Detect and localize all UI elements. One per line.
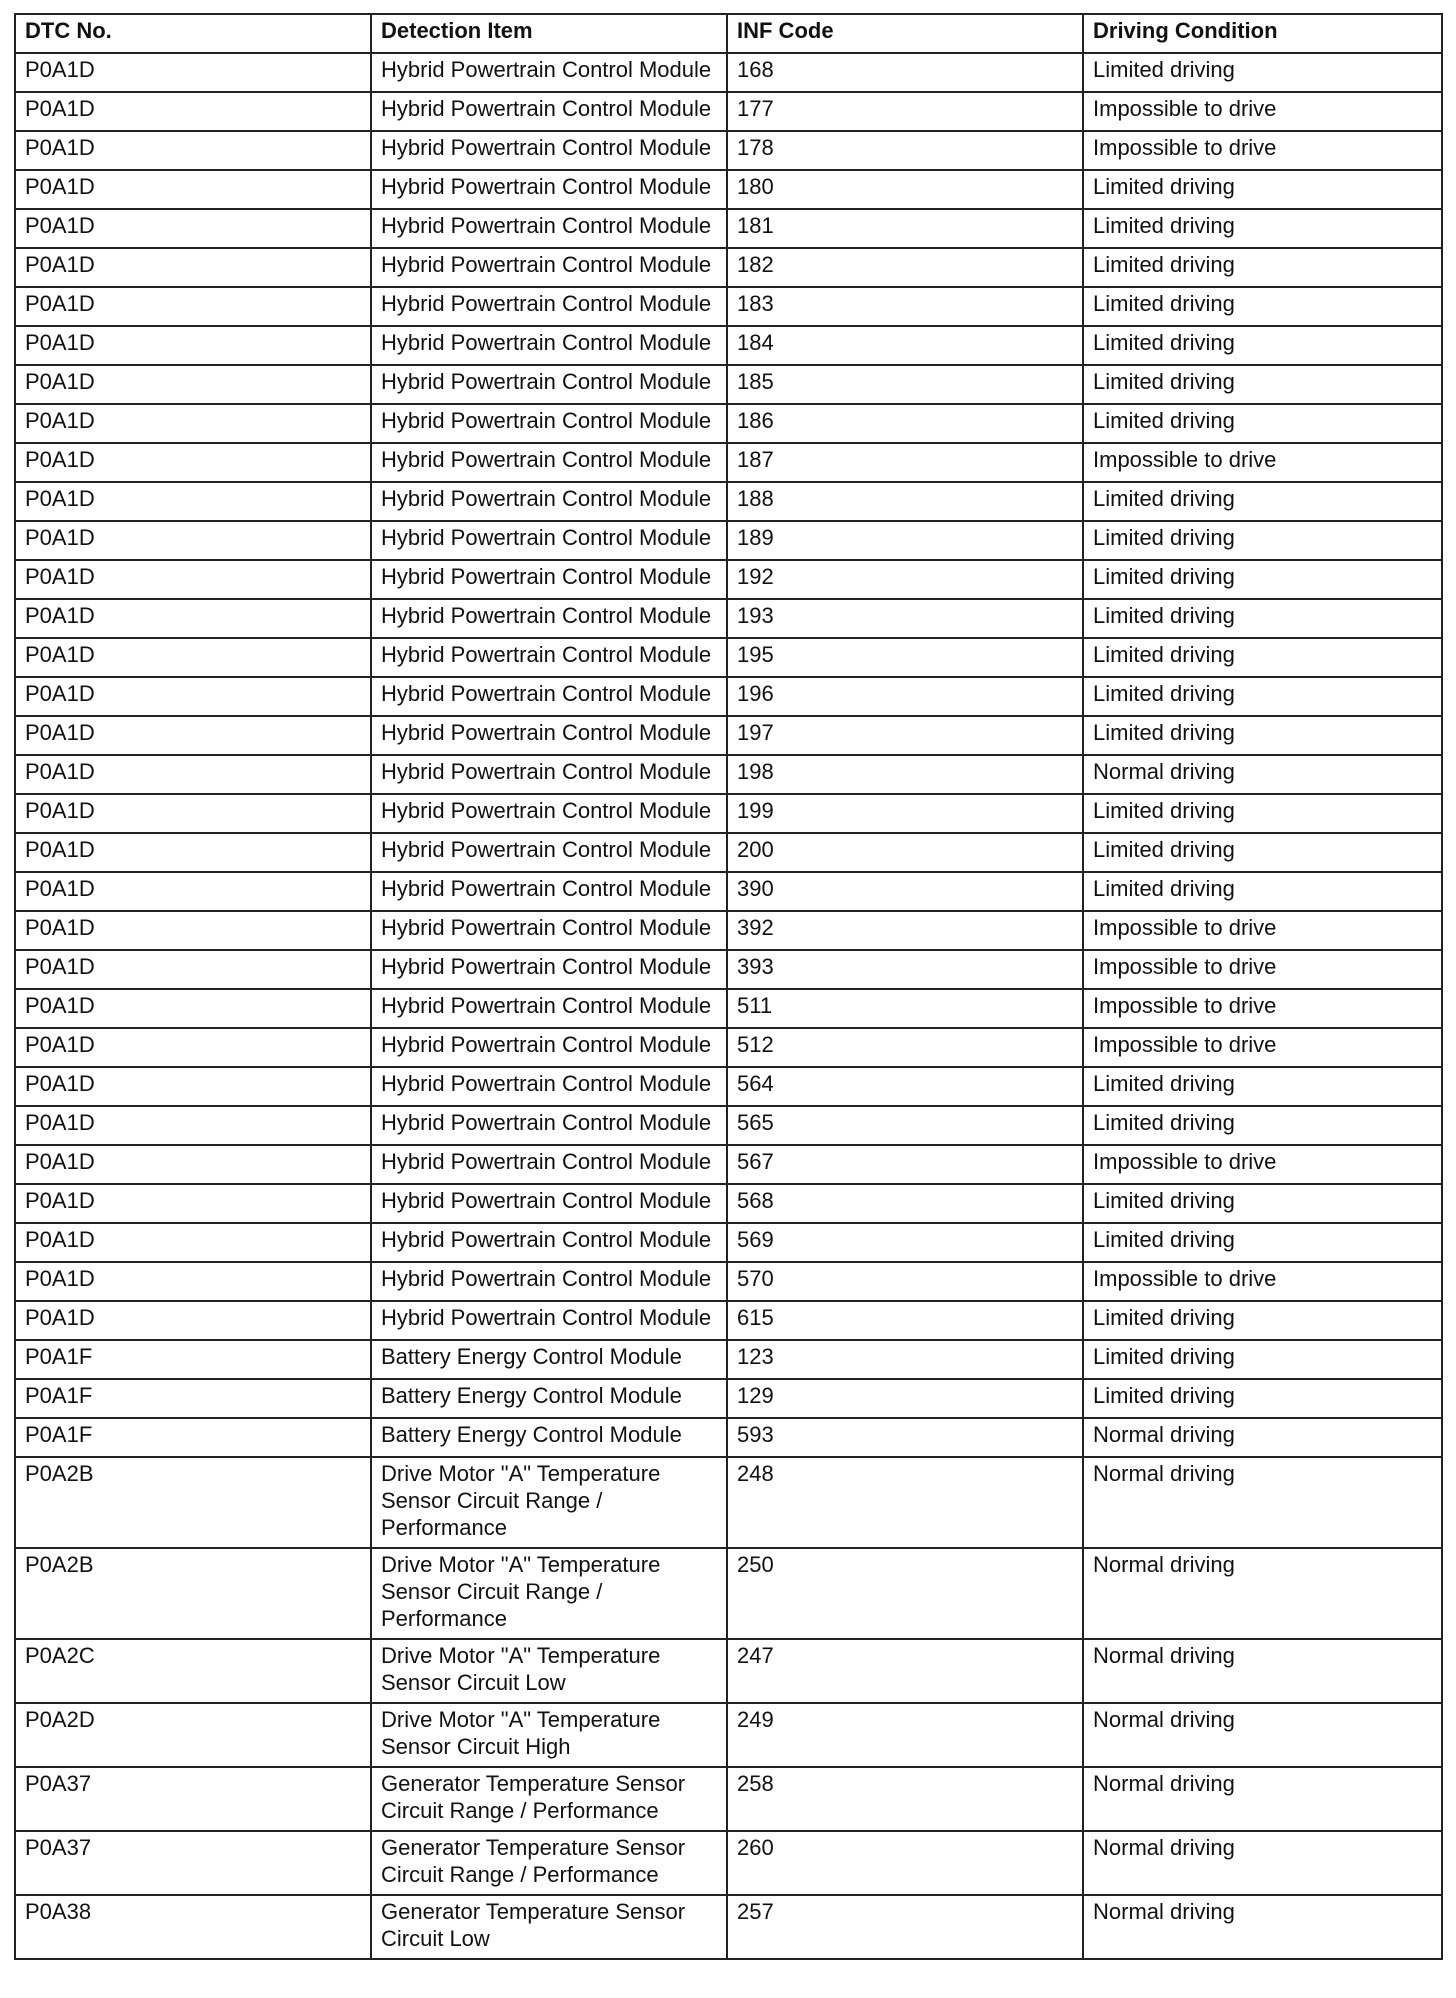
cell-dtc-no: P0A1D [15,1145,371,1184]
cell-driving-condition: Normal driving [1083,1831,1442,1895]
cell-driving-condition: Impossible to drive [1083,950,1442,989]
cell-detection-item: Hybrid Powertrain Control Module [371,443,727,482]
table-row [15,1106,1442,1145]
cell-inf-code: 249 [727,1703,1083,1767]
table-row [15,1262,1442,1301]
cell-inf-code: 193 [727,599,1083,638]
cell-detection-item: Hybrid Powertrain Control Module [371,326,727,365]
table-row [15,950,1442,989]
cell-detection-item: Hybrid Powertrain Control Module [371,287,727,326]
table-row [15,365,1442,404]
cell-detection-item: Hybrid Powertrain Control Module [371,716,727,755]
table-row [15,1067,1442,1106]
cell-driving-condition: Limited driving [1083,872,1442,911]
table-row [15,1639,1442,1703]
cell-driving-condition: Impossible to drive [1083,911,1442,950]
cell-detection-item: Generator Temperature Sensor Circuit Low [371,1895,727,1959]
cell-dtc-no: P0A1D [15,560,371,599]
cell-detection-item: Drive Motor "A" Temperature Sensor Circuit Low [371,1639,727,1703]
cell-detection-item: Hybrid Powertrain Control Module [371,794,727,833]
cell-detection-item: Hybrid Powertrain Control Module [371,560,727,599]
table-row [15,638,1442,677]
cell-detection-item: Hybrid Powertrain Control Module [371,1145,727,1184]
cell-inf-code: 569 [727,1223,1083,1262]
table-row [15,521,1442,560]
cell-driving-condition: Normal driving [1083,1895,1442,1959]
cell-driving-condition: Limited driving [1083,209,1442,248]
cell-driving-condition: Limited driving [1083,1223,1442,1262]
cell-dtc-no: P0A1D [15,170,371,209]
cell-detection-item: Hybrid Powertrain Control Module [371,1067,727,1106]
cell-inf-code: 180 [727,170,1083,209]
cell-dtc-no: P0A1D [15,1184,371,1223]
cell-detection-item: Hybrid Powertrain Control Module [371,989,727,1028]
cell-detection-item: Hybrid Powertrain Control Module [371,677,727,716]
cell-dtc-no: P0A2D [15,1703,371,1767]
table-row [15,1457,1442,1548]
cell-driving-condition: Limited driving [1083,521,1442,560]
cell-dtc-no: P0A1D [15,404,371,443]
table-row [15,716,1442,755]
table-row [15,482,1442,521]
cell-detection-item: Drive Motor "A" Temperature Sensor Circuit Range / Performance [371,1548,727,1639]
cell-detection-item: Battery Energy Control Module [371,1418,727,1457]
table-row [15,1895,1442,1959]
cell-detection-item: Hybrid Powertrain Control Module [371,872,727,911]
table-row [15,872,1442,911]
cell-inf-code: 177 [727,92,1083,131]
cell-driving-condition: Normal driving [1083,755,1442,794]
cell-dtc-no: P0A1D [15,872,371,911]
cell-driving-condition: Limited driving [1083,1106,1442,1145]
cell-detection-item: Hybrid Powertrain Control Module [371,1028,727,1067]
cell-dtc-no: P0A1D [15,1301,371,1340]
table-row [15,1831,1442,1895]
cell-dtc-no: P0A1D [15,482,371,521]
cell-driving-condition: Normal driving [1083,1703,1442,1767]
table-row [15,170,1442,209]
cell-driving-condition: Limited driving [1083,677,1442,716]
cell-inf-code: 565 [727,1106,1083,1145]
cell-driving-condition: Impossible to drive [1083,1262,1442,1301]
header-inf-code: INF Code [727,14,1083,53]
cell-driving-condition: Limited driving [1083,794,1442,833]
table-row [15,560,1442,599]
cell-driving-condition: Limited driving [1083,365,1442,404]
cell-dtc-no: P0A1D [15,1106,371,1145]
cell-inf-code: 185 [727,365,1083,404]
cell-driving-condition: Impossible to drive [1083,1145,1442,1184]
table-row [15,1767,1442,1831]
cell-detection-item: Battery Energy Control Module [371,1379,727,1418]
table-row [15,1418,1442,1457]
cell-detection-item: Hybrid Powertrain Control Module [371,1106,727,1145]
cell-driving-condition: Limited driving [1083,482,1442,521]
cell-detection-item: Generator Temperature Sensor Circuit Range / Performance [371,1767,727,1831]
cell-detection-item: Hybrid Powertrain Control Module [371,599,727,638]
cell-inf-code: 564 [727,1067,1083,1106]
table-row [15,1703,1442,1767]
cell-driving-condition: Limited driving [1083,599,1442,638]
cell-inf-code: 260 [727,1831,1083,1895]
cell-inf-code: 184 [727,326,1083,365]
cell-dtc-no: P0A37 [15,1831,371,1895]
cell-detection-item: Hybrid Powertrain Control Module [371,365,727,404]
header-driving-condition: Driving Condition [1083,14,1442,53]
table-row [15,599,1442,638]
table-body [15,53,1442,1959]
header-row [15,14,1442,53]
cell-driving-condition: Normal driving [1083,1418,1442,1457]
cell-inf-code: 567 [727,1145,1083,1184]
cell-inf-code: 390 [727,872,1083,911]
cell-detection-item: Hybrid Powertrain Control Module [371,521,727,560]
cell-dtc-no: P0A1F [15,1379,371,1418]
cell-detection-item: Hybrid Powertrain Control Module [371,638,727,677]
cell-dtc-no: P0A1D [15,53,371,92]
cell-dtc-no: P0A1D [15,755,371,794]
table-row [15,1145,1442,1184]
cell-driving-condition: Impossible to drive [1083,443,1442,482]
table-row [15,209,1442,248]
table-row [15,443,1442,482]
cell-detection-item: Hybrid Powertrain Control Module [371,1184,727,1223]
cell-detection-item: Hybrid Powertrain Control Module [371,482,727,521]
cell-inf-code: 183 [727,287,1083,326]
cell-detection-item: Hybrid Powertrain Control Module [371,404,727,443]
cell-driving-condition: Normal driving [1083,1548,1442,1639]
cell-detection-item: Drive Motor "A" Temperature Sensor Circuit Range / Performance [371,1457,727,1548]
cell-inf-code: 168 [727,53,1083,92]
cell-dtc-no: P0A1D [15,365,371,404]
cell-dtc-no: P0A1D [15,209,371,248]
cell-dtc-no: P0A2B [15,1457,371,1548]
cell-dtc-no: P0A1D [15,1028,371,1067]
cell-detection-item: Hybrid Powertrain Control Module [371,131,727,170]
cell-driving-condition: Normal driving [1083,1457,1442,1548]
table-row [15,92,1442,131]
cell-inf-code: 181 [727,209,1083,248]
cell-driving-condition: Limited driving [1083,560,1442,599]
cell-inf-code: 392 [727,911,1083,950]
table-row [15,1548,1442,1639]
table-row [15,1379,1442,1418]
table-row [15,833,1442,872]
cell-driving-condition: Normal driving [1083,1639,1442,1703]
cell-inf-code: 192 [727,560,1083,599]
table-row [15,248,1442,287]
cell-driving-condition: Limited driving [1083,1379,1442,1418]
cell-driving-condition: Limited driving [1083,53,1442,92]
cell-detection-item: Hybrid Powertrain Control Module [371,53,727,92]
table-row [15,911,1442,950]
cell-inf-code: 186 [727,404,1083,443]
cell-dtc-no: P0A37 [15,1767,371,1831]
cell-driving-condition: Impossible to drive [1083,92,1442,131]
cell-detection-item: Hybrid Powertrain Control Module [371,911,727,950]
cell-inf-code: 247 [727,1639,1083,1703]
cell-driving-condition: Limited driving [1083,1067,1442,1106]
cell-dtc-no: P0A2C [15,1639,371,1703]
cell-inf-code: 512 [727,1028,1083,1067]
table-row [15,287,1442,326]
cell-detection-item: Hybrid Powertrain Control Module [371,170,727,209]
cell-dtc-no: P0A1F [15,1418,371,1457]
cell-detection-item: Hybrid Powertrain Control Module [371,1301,727,1340]
cell-detection-item: Hybrid Powertrain Control Module [371,755,727,794]
cell-inf-code: 129 [727,1379,1083,1418]
cell-dtc-no: P0A1D [15,716,371,755]
cell-detection-item: Drive Motor "A" Temperature Sensor Circuit High [371,1703,727,1767]
cell-inf-code: 199 [727,794,1083,833]
cell-dtc-no: P0A1D [15,443,371,482]
cell-dtc-no: P0A1D [15,950,371,989]
cell-inf-code: 570 [727,1262,1083,1301]
table-row [15,131,1442,170]
cell-driving-condition: Limited driving [1083,248,1442,287]
cell-driving-condition: Limited driving [1083,1340,1442,1379]
table-row [15,755,1442,794]
cell-detection-item: Battery Energy Control Module [371,1340,727,1379]
cell-detection-item: Hybrid Powertrain Control Module [371,950,727,989]
table-row [15,404,1442,443]
table-header [15,14,1442,53]
cell-dtc-no: P0A38 [15,1895,371,1959]
cell-detection-item: Hybrid Powertrain Control Module [371,248,727,287]
cell-dtc-no: P0A1D [15,131,371,170]
table-row [15,1340,1442,1379]
cell-dtc-no: P0A1D [15,248,371,287]
cell-dtc-no: P0A1D [15,287,371,326]
cell-driving-condition: Limited driving [1083,326,1442,365]
cell-dtc-no: P0A1D [15,989,371,1028]
header-dtc-no: DTC No. [15,14,371,53]
cell-detection-item: Hybrid Powertrain Control Module [371,92,727,131]
table-row [15,326,1442,365]
cell-inf-code: 188 [727,482,1083,521]
cell-driving-condition: Limited driving [1083,1301,1442,1340]
cell-dtc-no: P0A1D [15,1262,371,1301]
cell-inf-code: 182 [727,248,1083,287]
cell-driving-condition: Impossible to drive [1083,1028,1442,1067]
cell-driving-condition: Limited driving [1083,833,1442,872]
cell-inf-code: 178 [727,131,1083,170]
cell-driving-condition: Limited driving [1083,1184,1442,1223]
cell-dtc-no: P0A1D [15,911,371,950]
table-row [15,794,1442,833]
cell-inf-code: 593 [727,1418,1083,1457]
table-row [15,53,1442,92]
cell-inf-code: 568 [727,1184,1083,1223]
cell-detection-item: Hybrid Powertrain Control Module [371,833,727,872]
table-row [15,1028,1442,1067]
cell-driving-condition: Impossible to drive [1083,131,1442,170]
cell-dtc-no: P0A1D [15,1067,371,1106]
cell-detection-item: Hybrid Powertrain Control Module [371,209,727,248]
table-row [15,1223,1442,1262]
cell-driving-condition: Limited driving [1083,170,1442,209]
cell-inf-code: 189 [727,521,1083,560]
cell-inf-code: 196 [727,677,1083,716]
cell-dtc-no: P0A1D [15,92,371,131]
cell-inf-code: 258 [727,1767,1083,1831]
cell-dtc-no: P0A1D [15,794,371,833]
table-row [15,989,1442,1028]
cell-dtc-no: P0A1D [15,599,371,638]
cell-dtc-no: P0A1D [15,833,371,872]
cell-inf-code: 393 [727,950,1083,989]
cell-dtc-no: P0A1D [15,1223,371,1262]
cell-inf-code: 257 [727,1895,1083,1959]
table-row [15,677,1442,716]
table-row [15,1301,1442,1340]
cell-inf-code: 200 [727,833,1083,872]
header-detection-item: Detection Item [371,14,727,53]
cell-inf-code: 123 [727,1340,1083,1379]
cell-driving-condition: Limited driving [1083,716,1442,755]
cell-inf-code: 187 [727,443,1083,482]
cell-inf-code: 511 [727,989,1083,1028]
cell-inf-code: 198 [727,755,1083,794]
cell-driving-condition: Impossible to drive [1083,989,1442,1028]
cell-inf-code: 248 [727,1457,1083,1548]
cell-inf-code: 250 [727,1548,1083,1639]
cell-dtc-no: P0A1D [15,677,371,716]
cell-detection-item: Hybrid Powertrain Control Module [371,1223,727,1262]
cell-dtc-no: P0A1D [15,326,371,365]
cell-driving-condition: Limited driving [1083,287,1442,326]
cell-dtc-no: P0A1F [15,1340,371,1379]
cell-driving-condition: Normal driving [1083,1767,1442,1831]
cell-dtc-no: P0A1D [15,638,371,677]
cell-detection-item: Hybrid Powertrain Control Module [371,1262,727,1301]
cell-driving-condition: Limited driving [1083,638,1442,677]
cell-driving-condition: Limited driving [1083,404,1442,443]
cell-detection-item: Generator Temperature Sensor Circuit Range / Performance [371,1831,727,1895]
cell-inf-code: 195 [727,638,1083,677]
dtc-table [14,13,1443,1960]
table-row [15,1184,1442,1223]
cell-inf-code: 197 [727,716,1083,755]
cell-dtc-no: P0A2B [15,1548,371,1639]
cell-dtc-no: P0A1D [15,521,371,560]
cell-inf-code: 615 [727,1301,1083,1340]
